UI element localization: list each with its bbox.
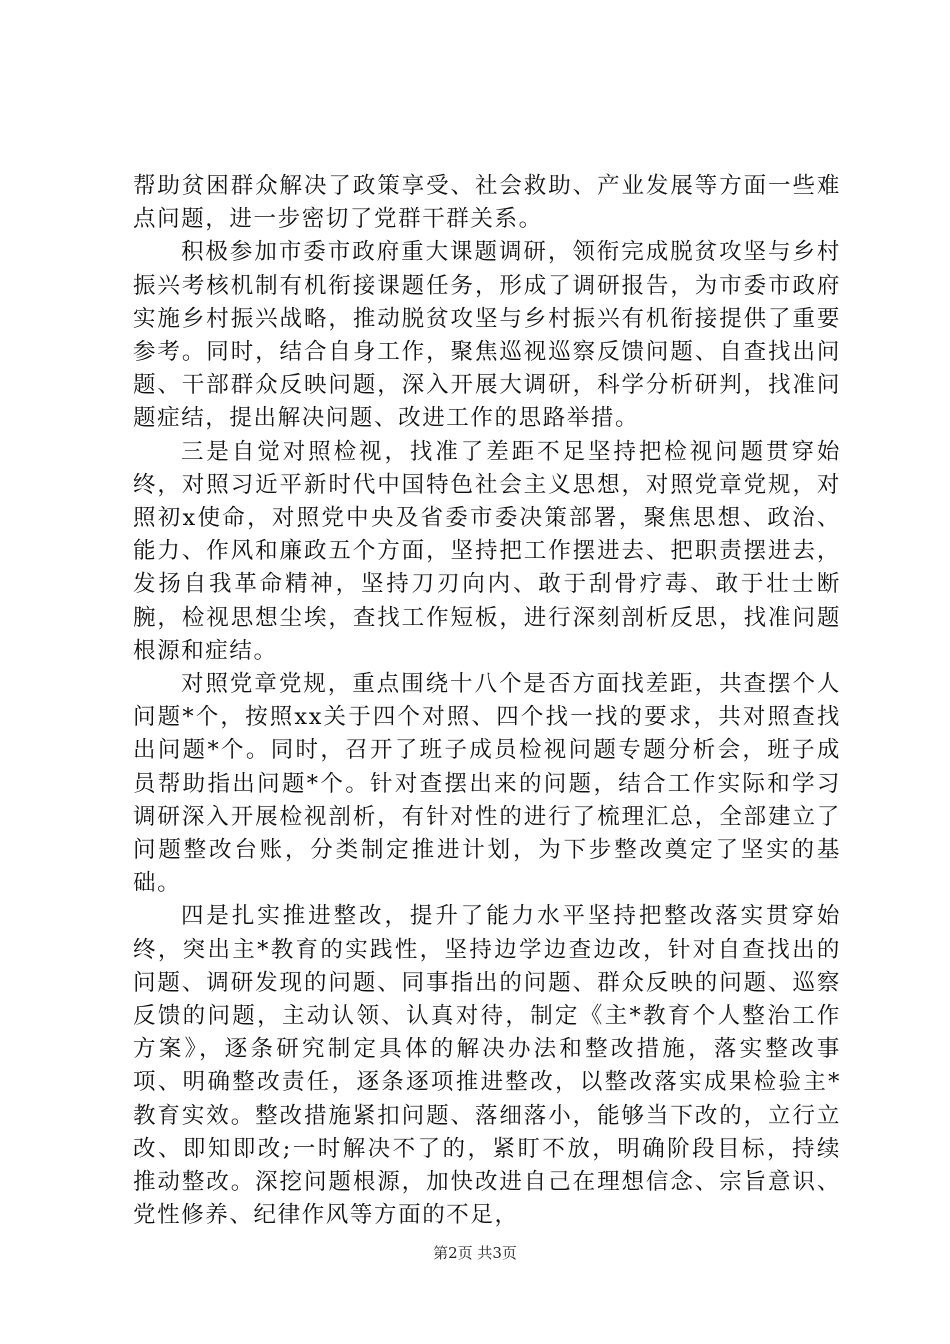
document-body [133, 170, 841, 1233]
paragraph: 对照党章党规，重点围绕十八个是否方面找差距，共查摆个人问题*个，按照xx关于四个对照、四个找一找的要求，共对照查找出问题*个。同时，召开了班子成员检视问题专题分析会，班子成员帮助指出问题*个。针对查摆出来的问题，结合工作实际和学习调研深入开展检视剖析，有针对性的进行了梳理汇总，全部建立了问题整改台账，分类制定推进计划，为下步整改奠定了坚实的基础。 [133, 671, 841, 897]
paragraph: 帮助贫困群众解决了政策享受、社会救助、产业发展等方面一些难点问题，进一步密切了党群干群关系。 [133, 173, 841, 233]
paragraph: 积极参加市委市政府重大课题调研，领衔完成脱贫攻坚与乡村振兴考核机制有机衔接课题任务，形成了调研报告，为市委市政府实施乡村振兴战略，推动脱贫攻坚与乡村振兴有机衔接提供了重要参考。同时，结合自身工作，聚焦巡视巡察反馈问题、自查找出问题、干部群众反映问题，深入开展大调研，科学分析研判，找准问题症结，提出解决问题、改进工作的思路举措。 [133, 239, 841, 432]
paragraph: 三是自觉对照检视，找准了差距不足坚持把检视问题贯穿始终，对照习近平新时代中国特色社会主义思想，对照党章党规，对照初x使命，对照党中央及省委市委决策部署，聚焦思想、政治、能力、作风和廉政五个方面，坚持把工作摆进去、把职责摆进去，发扬自我革命精神，坚持刀刃向内、敢于刮骨疗毒、敢于壮士断腕，检视思想尘埃，查找工作短板，进行深刻剖析反思，找准问题根源和症结。 [133, 438, 841, 664]
paragraph: 四是扎实推进整改，提升了能力水平坚持把整改落实贯穿始终，突出主*教育的实践性，坚持边学边查边改，针对自查找出的问题、调研发现的问题、同事指出的问题、群众反映的问题、巡察反馈的问题，主动认领、认真对待，制定《主*教育个人整治工作方案》，逐条研究制定具体的解决办法和整改措施，落实整改事项、明确整改责任，逐条逐项推进整改，以整改落实成果检验主*教育实效。整改措施紧扣问题、落细落小，能够当下改的，立行立改、即知即改;一时解决不了的，紧盯不放，明确阶段目标，持续推动整改。深挖问题根源，加快改进自己在理想信念、宗旨意识、党性修养、纪律作风等方面的不足， [133, 903, 841, 1229]
page-number-footer: 第2页 共3页 [433, 1244, 517, 1262]
